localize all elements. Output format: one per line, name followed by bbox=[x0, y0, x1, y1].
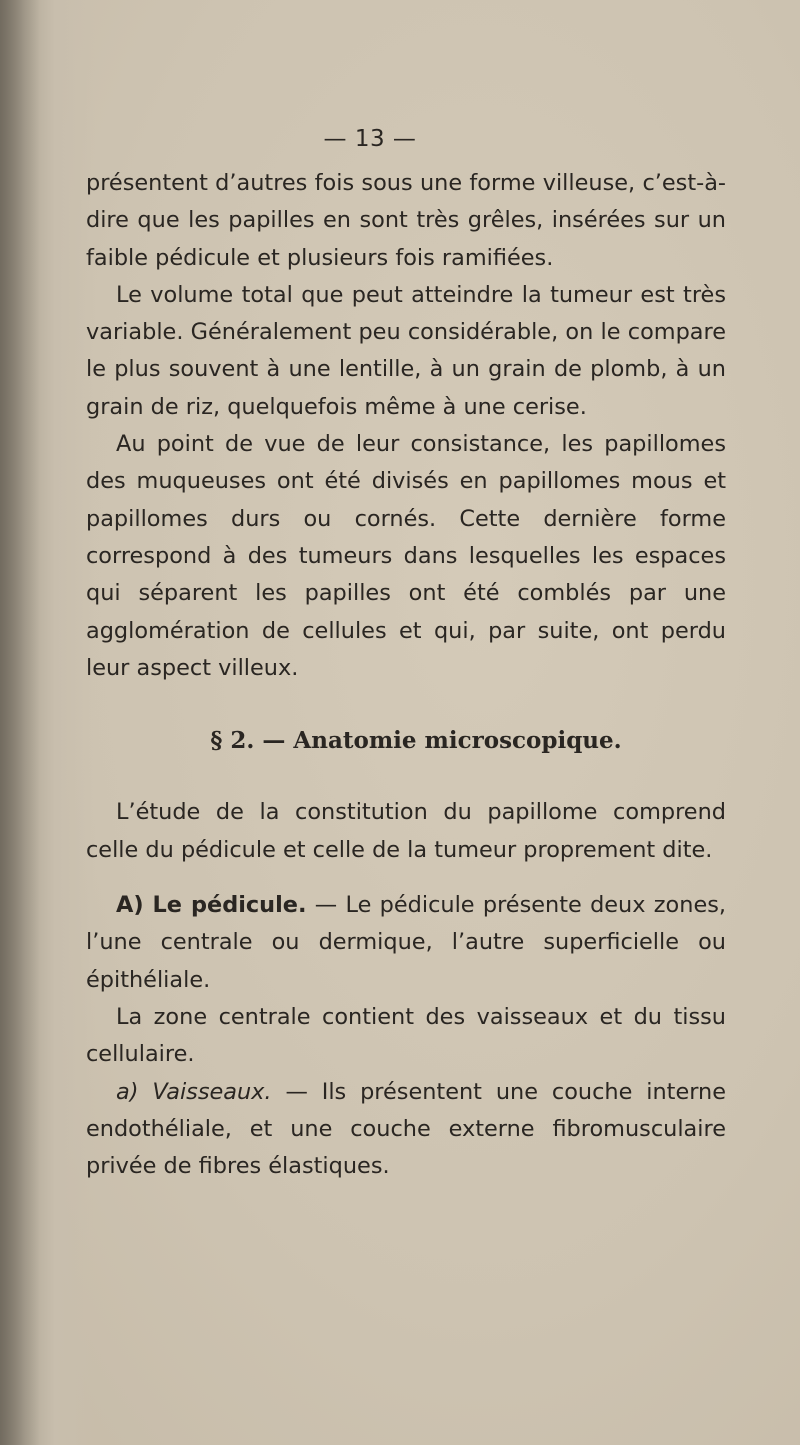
subsection-lead-vaisseaux: a) Vaisseaux. bbox=[116, 1078, 272, 1105]
paragraph-1: présentent d’autres fois sous une forme villeuse, c’est-à-dire que les papilles en sont très grêles, insérées sur un faible pédicule et plusieurs fois ramifiées. bbox=[86, 170, 726, 271]
paragraph-2: Le volume total que peut atteindre la tumeur est très variable. Généralement peu considérable, on le compare le plus souvent à une lentille, à un grain de plomb, à un grain de riz, quelquefois même à une cerise. bbox=[86, 281, 726, 420]
paragraph-7 bbox=[86, 1074, 726, 1186]
page-binding-shadow bbox=[0, 0, 40, 1445]
paragraph-7-text: — Ils présentent une couche interne endothéliale, et une couche externe fibromusculaire privée de fibres élastiques. bbox=[86, 1078, 726, 1180]
section-heading: § 2. — Anatomie microscopique. bbox=[210, 727, 622, 755]
paragraph-6: La zone centrale contient des vaisseaux et du tissu cellulaire. bbox=[86, 1003, 726, 1068]
subsection-lead-pedicule: A) Le pédicule. bbox=[116, 892, 307, 919]
paragraph-3: Au point de vue de leur consistance, les papillomes des muqueuses ont été divisés en papillomes mous et papillomes durs ou cornés. Cette dernière forme correspond à des tumeurs dans lesquelles les espaces qui séparent les papilles ont été comblés par une agglomération de cellules et qui, par suite, ont perdu leur aspect villeux. bbox=[86, 431, 726, 681]
paragraph-4: L’étude de la constitution du papillome comprend celle du pédicule et celle de la tumeur proprement dite. bbox=[86, 799, 726, 863]
page-number: — 13 — bbox=[323, 126, 417, 152]
paragraph-5-text: — Le pédicule présente deux zones, l’une centrale ou dermique, l’autre superficielle ou épithéliale. bbox=[86, 892, 726, 993]
body-text bbox=[86, 165, 726, 1185]
paragraph-5 bbox=[86, 887, 726, 999]
